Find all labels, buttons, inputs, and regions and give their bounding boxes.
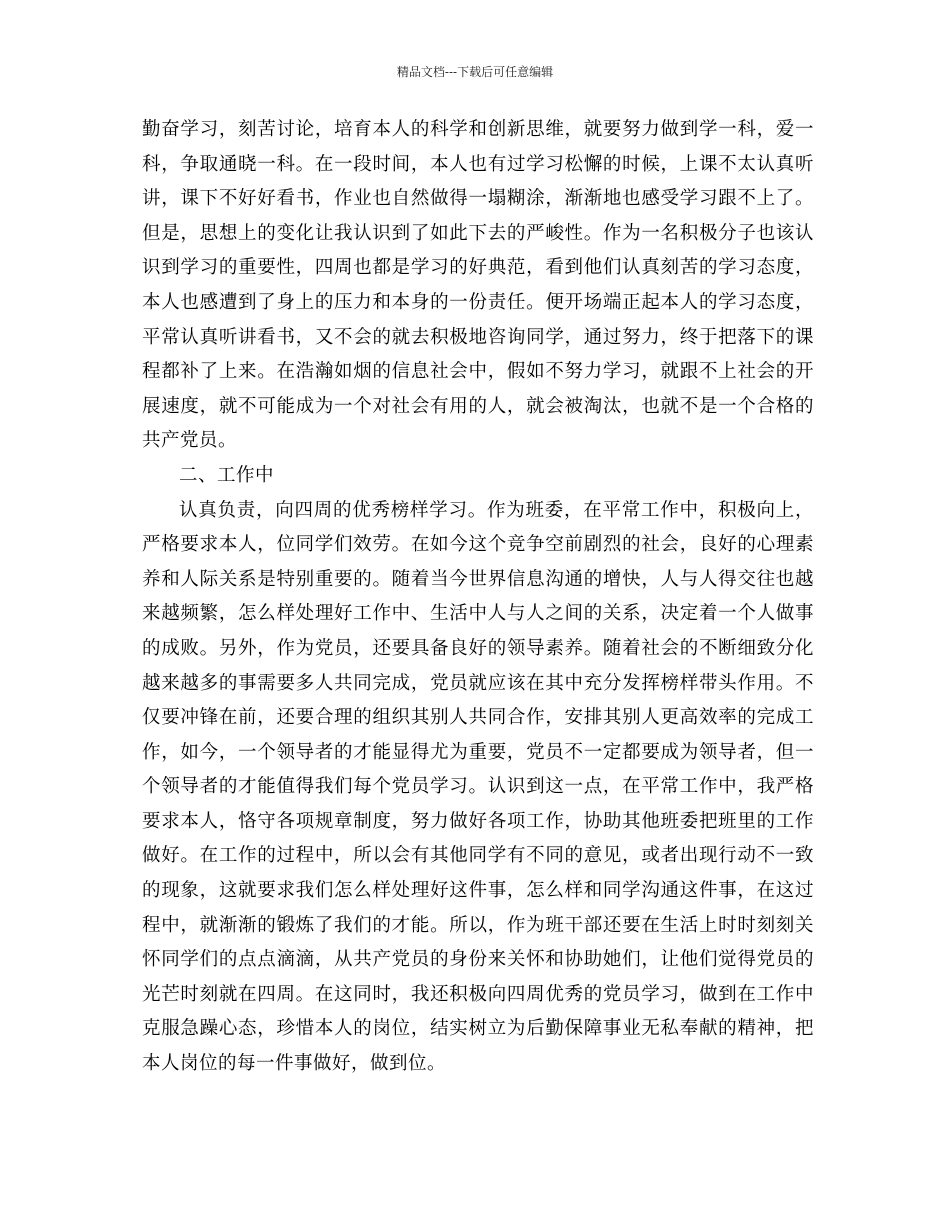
paragraph-work: 认真负责，向四周的优秀榜样学习。作为班委，在平常工作中，积极向上，严格要求本人，位同学们效劳。在如今这个竞争空前剧烈的社会，良好的心理素养和人际关系是特别重要的。随着当今世界信息沟通的增快，人与人得交往也越来越频繁，怎么样处理好工作中、生活中人与人之间的关系，决定着一个人做事的成败。另外，作为党员，还要具备良好的领导素养。随着社会的不断细致分化越来越多的事需要多人共同完成，党员就应该在其中充分发挥榜样带头作用。不仅要冲锋在前，还要合理的组织其别人共同合作，安排其别人更高效率的完成工作，如今，一个领导者的才能显得尤为重要，党员不一定都要成为领导者，但一个领导者的才能值得我们每个党员学习。认识到这一点，在平常工作中，我严格要求本人，恪守各项规章制度，努力做好各项工作，协助其他班委把班里的工作做好。在工作的过程中，所以会有其他同学有不同的意见，或者出现行动不一致的现象，这就要求我们怎么样处理好这件事，怎么样和同学沟通这件事，在这过程中，就渐渐的锻炼了我们的才能。所以，作为班干部还要在生活上时时刻刻关怀同学们的点点滴滴，从共产党员的身份来关怀和协助她们，让他们觉得党员的光芒时刻就在四周。在这同时，我还积极向四周优秀的党员学习，做到在工作中克服急躁心态，珍惜本人的岗位，结实树立为后勤保障事业无私奉献的精神，把本人岗位的每一件事做好，做到位。 — [142, 499, 814, 1075]
section-heading-work: 二、工作中 — [179, 464, 275, 486]
paragraph-study: 勤奋学习，刻苦讨论，培育本人的科学和创新思维，就要努力做到学一科，爱一科，争取通晓一科。在一段时间，本人也有过学习松懈的时候，上课不太认真听讲，课下不好好看书，作业也自然做得一塌糊涂，渐渐地也感受学习跟不上了。但是，思想上的变化让我认识到了如此下去的严峻性。作为一名积极分子也该认识到学习的重要性，四周也都是学习的好典范，看到他们认真刻苦的学习态度，本人也感遭到了身上的压力和本身的一份责任。便开场端正起本人的学习态度，平常认真听讲看书，又不会的就去积极地咨询同学，通过努力，终于把落下的课程都补了上来。在浩瀚如烟的信息社会中，假如不努力学习，就跟不上社会的开展速度，就不可能成为一个对社会有用的人，就会被淘汰，也就不是一个合格的共产党员。 — [142, 119, 814, 452]
document-body — [142, 113, 814, 1082]
page-header: 精品文档---下载后可任意编辑 — [396, 65, 554, 79]
